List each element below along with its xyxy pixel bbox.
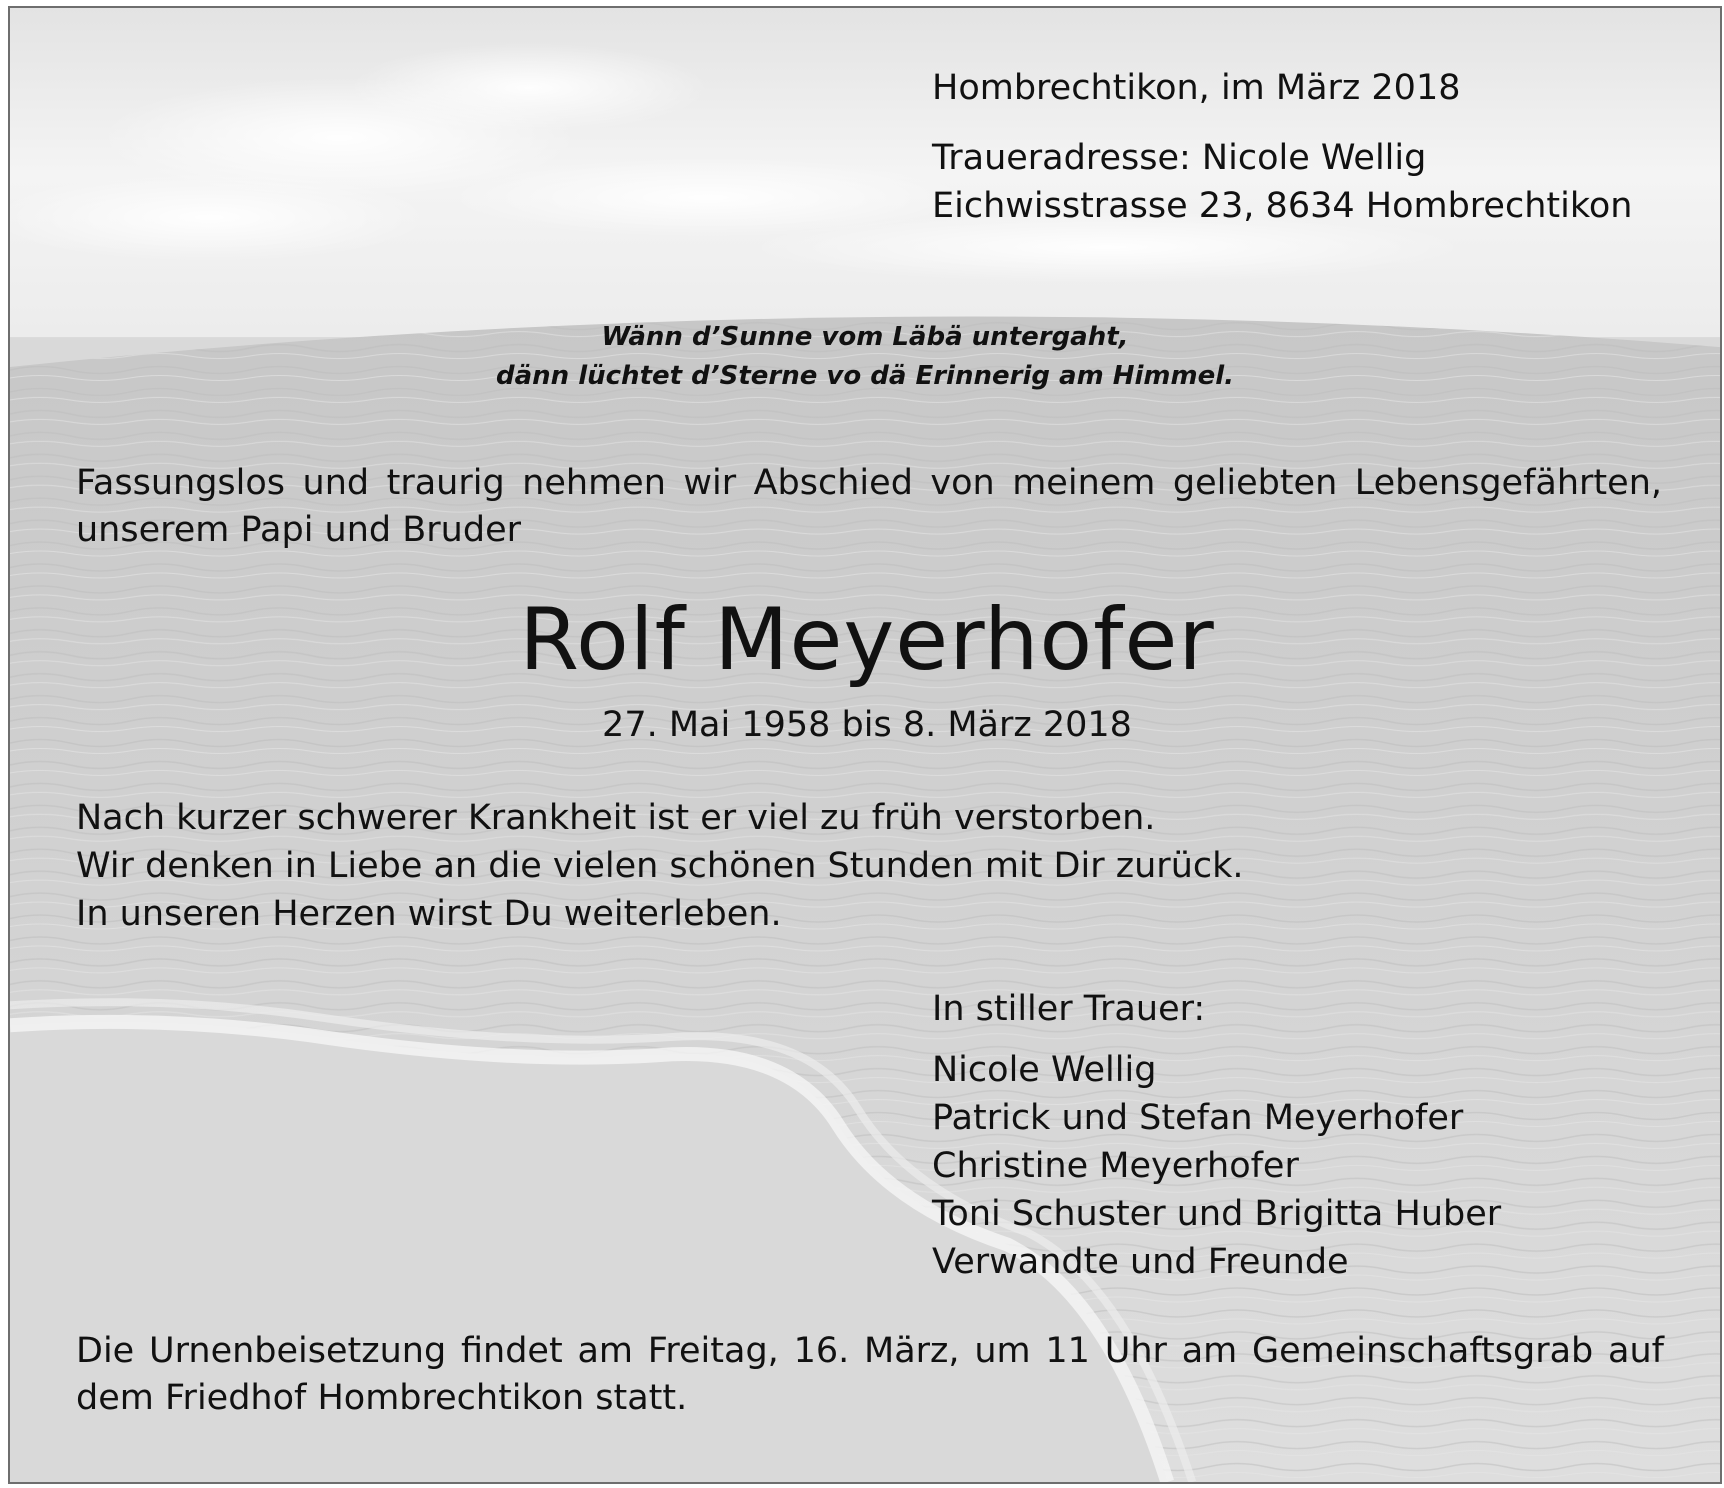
motto-verse [10,318,1720,396]
message-line-1: Nach kurzer schwerer Krankheit ist er viel zu früh verstorben. [76,798,1156,838]
intro-paragraph [76,460,1662,554]
deceased-name: Rolf Meyerhofer [519,590,1215,690]
message-line-3: In unseren Herzen wirst Du weiterleben. [76,894,782,934]
obituary-notice [8,6,1722,1484]
mourner-name: Patrick und Stefan Meyerhofer [932,1098,1464,1138]
mourner-name: Nicole Wellig [932,1050,1157,1090]
life-dates: 27. Mai 1958 bis 8. März 2018 [602,705,1132,745]
intro-line-1: Fassungslos und traurig nehmen wir Abschied von meinem geliebten Lebensgefährten, [76,463,1662,503]
ceremony-line-1: Die Urnenbeisetzung findet am Freitag, 16. März, um 11 Uhr am Gemeinschaftsgrab auf [76,1331,1664,1371]
motto-line-1: Wänn d’Sunne vom Läbä untergaht, [601,322,1129,352]
mourner-name: Verwandte und Freunde [932,1242,1349,1282]
place-date: Hombrechtikon, im März 2018 [932,68,1461,108]
address-street: Eichwisstrasse 23, 8634 Hombrechtikon [932,186,1633,226]
ceremony-info [76,1328,1664,1422]
address-contact: Traueradresse: Nicole Wellig [932,138,1427,178]
motto-line-2: dänn lüchtet d’Sterne vo dä Erinnerig am Himmel. [496,361,1234,391]
ceremony-line-2: dem Friedhof Hombrechtikon statt. [76,1378,688,1418]
mourning-address [932,134,1632,230]
mourners-list [932,1046,1501,1286]
farewell-message [76,794,1244,938]
mourners-heading: In stiller Trauer: [932,989,1206,1029]
message-line-2: Wir denken in Liebe an die vielen schönen Stunden mit Dir zurück. [76,846,1244,886]
mourner-name: Christine Meyerhofer [932,1146,1299,1186]
intro-line-2: unserem Papi und Bruder [76,510,521,550]
mourner-name: Toni Schuster und Brigitta Huber [932,1194,1502,1234]
